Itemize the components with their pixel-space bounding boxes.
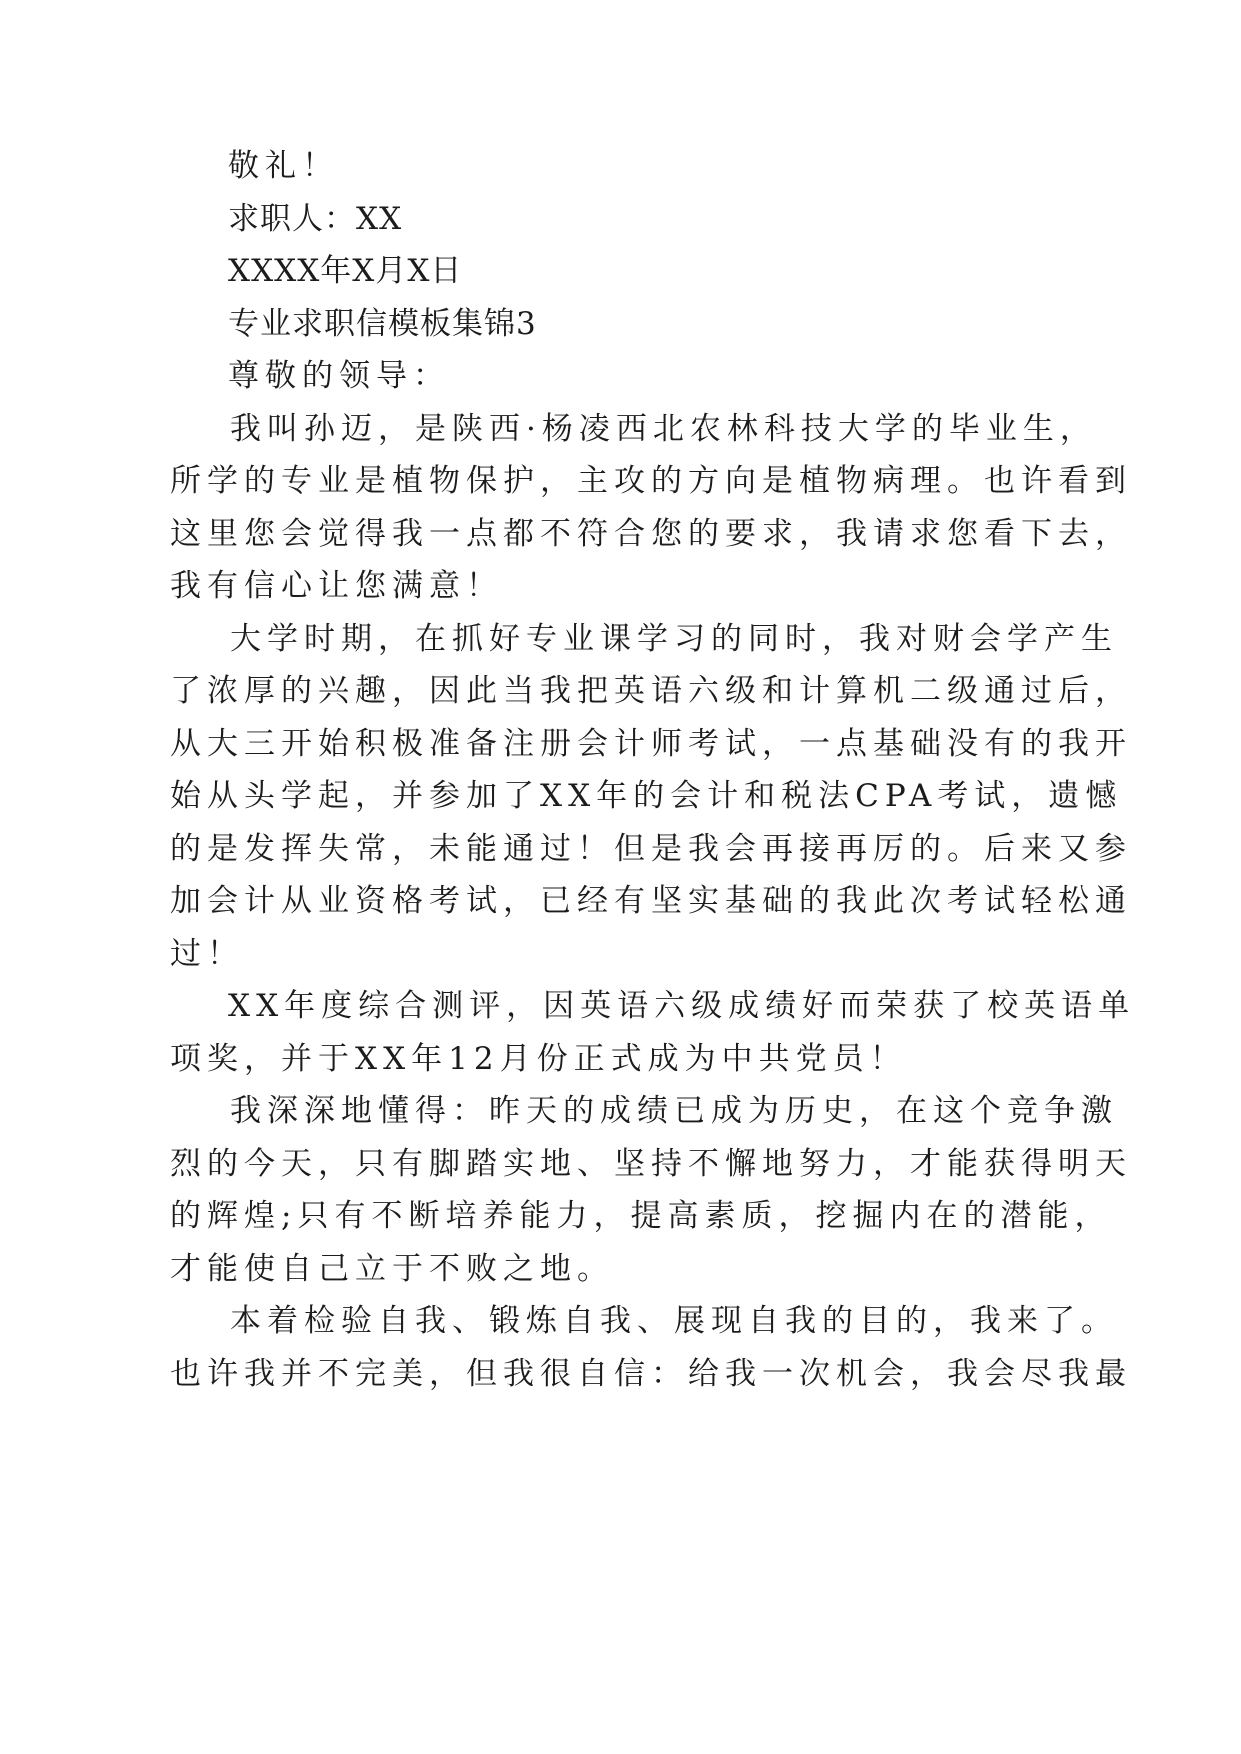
body-line: 项奖，并于XX年12月份正式成为中共党员！ xyxy=(170,1041,907,1077)
body-line: 烈的今天，只有脚踏实地、坚持不懈地努力，才能获得明天 xyxy=(170,1146,1132,1182)
body-line: 也许我并不完美，但我很自信：给我一次机会，我会尽我最 xyxy=(170,1356,1132,1392)
date-line: XXXX年X月X日 xyxy=(228,253,463,289)
closing-line: 敬礼！ xyxy=(228,148,339,184)
body-line: 这里您会觉得我一点都不符合您的要求，我请求您看下去， xyxy=(170,516,1132,552)
body-line: 始从头学起，并参加了XX年的会计和税法CPA考试，遗憾 xyxy=(170,778,1123,814)
body-line: 从大三开始积极准备注册会计师考试，一点基础没有的我开 xyxy=(170,726,1132,762)
body-line: 的是发挥失常，未能通过！但是我会再接再厉的。后来又参 xyxy=(170,831,1132,867)
body-line: 的辉煌;只有不断培养能力，提高素质，挖掘内在的潜能， xyxy=(170,1198,1112,1234)
body-line: XX年度综合测评，因英语六级成绩好而荣获了校英语单 xyxy=(228,988,1136,1024)
body-line: 加会计从业资格考试，已经有坚实基础的我此次考试轻松通 xyxy=(170,883,1132,919)
body-line: 我叫孙迈，是陕西·杨凌西北农林科技大学的毕业生， xyxy=(230,411,1097,447)
body-line: 才能使自己立于不败之地。 xyxy=(170,1251,614,1287)
body-line: 本着检验自我、锻炼自我、展现自我的目的，我来了。 xyxy=(230,1303,1118,1339)
letter-title: 专业求职信模板集锦3 xyxy=(228,306,537,342)
body-line: 过！ xyxy=(170,936,244,972)
salutation-line: 尊敬的领导： xyxy=(228,358,450,394)
body-line: 我深深地懂得：昨天的成绩已成为历史，在这个竞争激 xyxy=(230,1093,1118,1129)
body-line: 了浓厚的兴趣，因此当我把英语六级和计算机二级通过后， xyxy=(170,673,1132,709)
body-line: 大学时期，在抓好专业课学习的同时，我对财会学产生 xyxy=(230,621,1118,657)
body-line: 所学的专业是植物保护，主攻的方向是植物病理。也许看到 xyxy=(170,463,1132,499)
body-line: 我有信心让您满意！ xyxy=(170,568,503,604)
signature-line: 求职人：XX xyxy=(228,201,403,237)
